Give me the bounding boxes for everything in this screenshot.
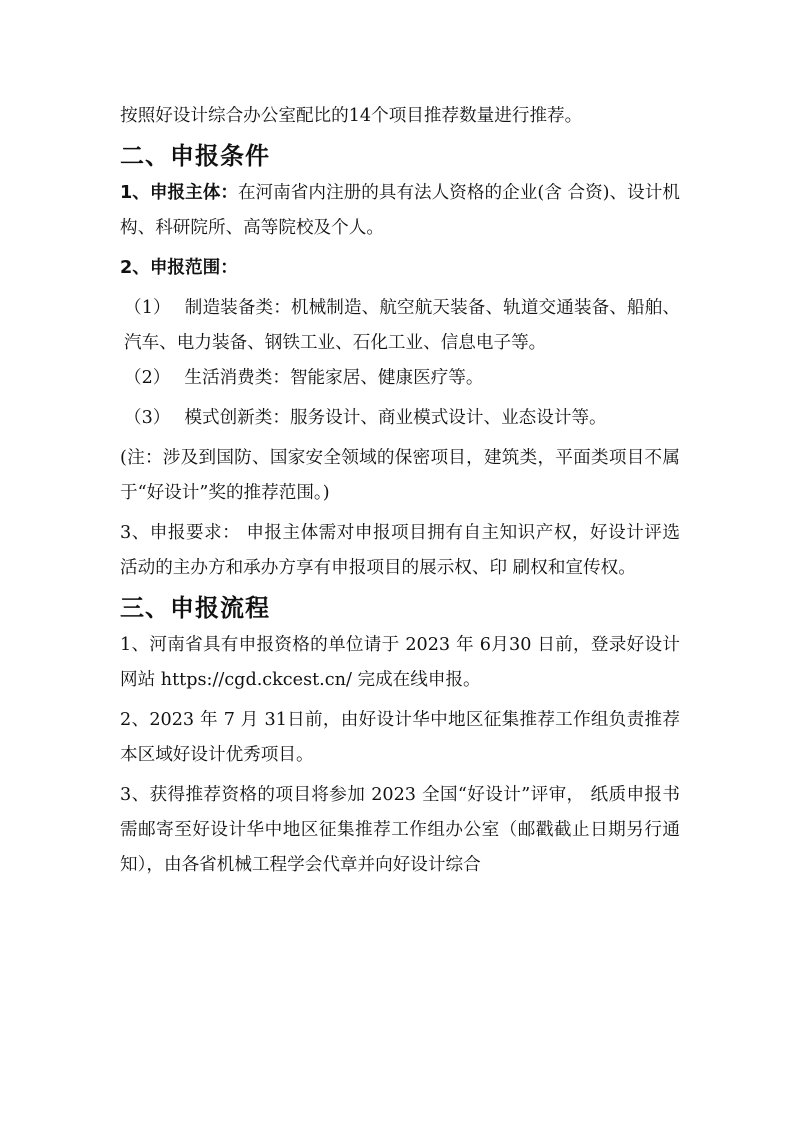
process-step-3: 3、获得推荐资格的项目将参加 2023 全国“好设计”评审， 纸质申报书需邮寄至好设计华中地区征集推荐工作组办公室（邮戳截止日期另行通知），由各省机械工程学会代章并向好设计综合 (120, 785, 680, 875)
scope-label-paragraph (120, 251, 680, 286)
scope-item-consumer (120, 361, 680, 396)
section-heading-process: 三、申报流程 (120, 594, 270, 622)
intro-paragraph: 按照好设计综合办公室配比的14个项目推荐数量进行推荐。 (120, 106, 583, 126)
applicant-text: 在河南省内注册的具有法人资格的企业(含 合资)、设计机构、科研院所、高等院校及个人。 (120, 183, 680, 238)
scope-note: (注：涉及到国防、国家安全领域的保密项目，建筑类，平面类项目不属于“好设计”奖的推荐范围。) (120, 448, 680, 503)
applicant-paragraph (120, 176, 680, 246)
scope-item-innovation (120, 401, 680, 436)
scope-item-manufacturing (120, 291, 680, 361)
requirements-paragraph: 3、申报要求： 申报主体需对申报项目拥有自主知识产权，好设计评选活动的主办方和承办方享有申报项目的展示权、印 刷权和宣传权。 (120, 523, 680, 578)
document-body (120, 99, 680, 883)
scope-item-text: 生活消费类：智能家居、健康医疗等。 (184, 368, 484, 388)
scope-item-number: （2） (124, 368, 171, 388)
section-heading-conditions: 二、申报条件 (120, 142, 270, 170)
scope-item-text: 制造装备类：机械制造、航空航天装备、轨道交通装备、船舶、汽车、电力装备、钢铁工业、石化工业、信息电子等。 (124, 298, 680, 353)
applicant-label: 1、申报主体： (120, 183, 238, 203)
scope-label: 2、申报范围： (120, 258, 238, 278)
scope-item-number: （3） (124, 408, 171, 428)
process-step-2: 2、2023 年 7 月 31日前，由好设计华中地区征集推荐工作组负责推荐本区域好设计优秀项目。 (120, 710, 680, 765)
scope-item-text: 模式创新类：服务设计、商业模式设计、业态设计等。 (184, 408, 607, 428)
process-step-1: 1、河南省具有申报资格的单位请于 2023 年 6月30 日前，登录好设计网站 https://cgd.ckcest.cn/ 完成在线申报。 (120, 635, 680, 690)
scope-item-number: （1） (124, 298, 171, 318)
